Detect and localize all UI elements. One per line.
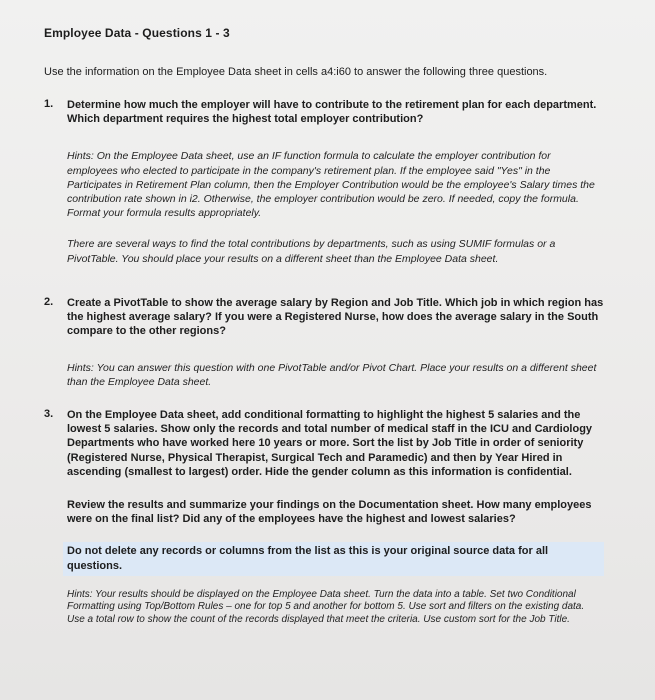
question-1 — [44, 98, 604, 266]
question-number: 2. — [44, 296, 54, 308]
page-title: Employee Data - Questions 1 - 3 — [44, 26, 230, 40]
question-text: Determine how much the employer will have to contribute to the retirement plan for each department. Which department requires the highest total employer contribution? — [67, 99, 597, 126]
question-number: 3. — [44, 408, 54, 420]
warning-note: Do not delete any records or columns from the list as this is your original source data for all questions. — [63, 542, 604, 575]
hint-text: Hints: Your results should be displayed on the Employee Data sheet. Turn the data into a table. Set two Conditional Formatting using Top/Bottom Rules – one for top 5 and another for bottom 5. Use sort and filters on the existing data. Use a total row to show the count of the records displayed that meet the criteria. Use custom sort for the Job Title. — [67, 588, 585, 625]
hint-text: Hints: On the Employee Data sheet, use an IF function formula to calculate the employer contribution for employees who elected to participate in the company's retirement plan. If the employee said "Yes" in the Participates in Retirement Plan column, then the Employer Contribution would be the employee's Salary times the contribution rate shown in i2. Otherwise, the employer contribution would be zero. If needed, copy the formula. Format your formula results appropriately. — [67, 150, 595, 220]
review-text: Review the results and summarize your findings on the Documentation sheet. How many employees were on the final list? Did any of the employees have the highest and lowest salaries? — [67, 499, 592, 526]
hint-text: Hints: You can answer this question with one PivotTable and/or Pivot Chart. Place your results on a different sheet than the Employee Data sheet. — [67, 361, 597, 388]
intro-text: Use the information on the Employee Data sheet in cells a4:i60 to answer the following three questions. — [44, 66, 548, 78]
question-text: On the Employee Data sheet, add conditional formatting to highlight the highest 5 salaries and the lowest 5 salaries. Show only the records and total number of medical staff in the ICU and Cardiology Departments who have worked here 10 years or more. Sort the list by Job Title in order of seniority (Registered Nurse, Physical Therapist, Surgical Tech and Paramedic) and then by Year Hired in ascending (smallest to largest) order. Hide the gender column as this information is confidential. — [67, 409, 593, 478]
question-number: 1. — [44, 98, 54, 110]
question-text: Create a PivotTable to show the average salary by Region and Job Title. Which job in which region has the highest average salary? If you were a Registered Nurse, how does the average salary in the South compare to the other regions? — [67, 297, 604, 338]
question-3 — [44, 408, 604, 626]
hint-text: There are several ways to find the total contributions by departments, such as using SUMIF formulas or a PivotTable. You should place your results on a different sheet than the Employee Data sheet. — [67, 238, 556, 265]
question-2 — [44, 296, 604, 389]
